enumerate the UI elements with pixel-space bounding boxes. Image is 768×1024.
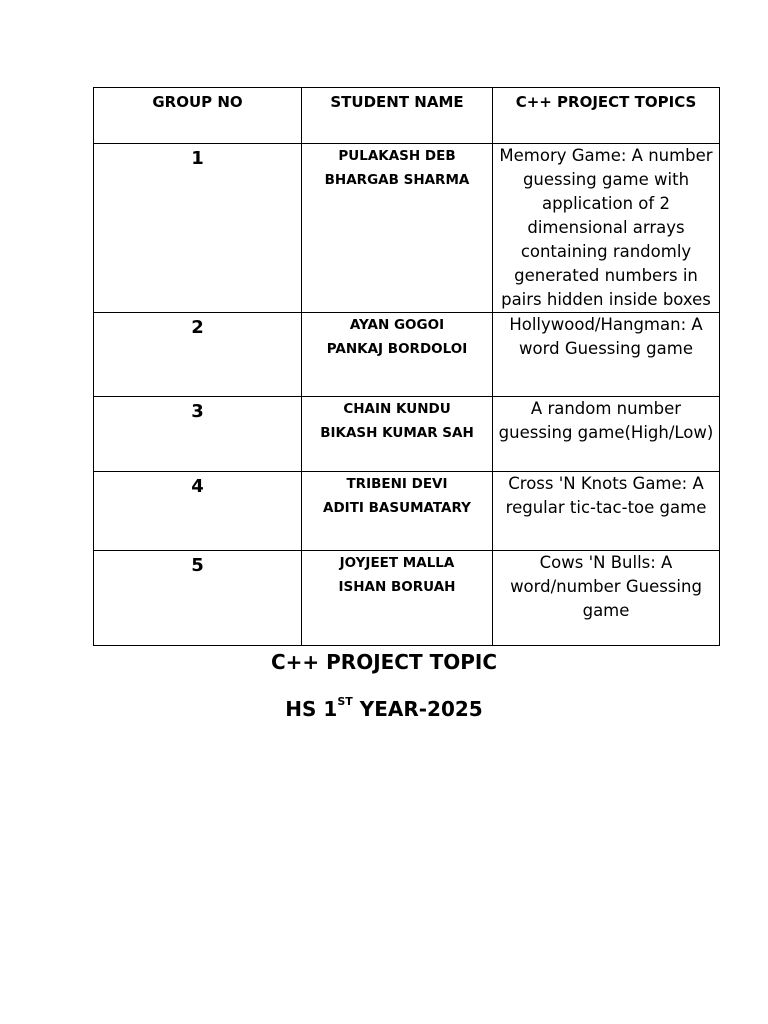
student-name: PULAKASH DEB <box>338 148 456 164</box>
project-topic: Cross 'N Knots Game: A regular tic-tac-toe game <box>493 472 720 551</box>
student-names <box>302 472 493 551</box>
table-row <box>94 551 720 646</box>
student-names <box>302 551 493 646</box>
project-topic: Cows 'N Bulls: A word/number Guessing game <box>493 551 720 646</box>
header-group-no: GROUP NO <box>94 88 302 144</box>
student-name: JOYJEET MALLA <box>339 555 455 571</box>
caption-title: C++ PROJECT TOPIC <box>270 650 498 674</box>
caption-year-prefix: HS 1 <box>285 697 338 721</box>
project-topic: Hollywood/Hangman: A word Guessing game <box>493 313 720 397</box>
table-row <box>94 472 720 551</box>
header-student-name: STUDENT NAME <box>302 88 493 144</box>
table-row <box>94 313 720 397</box>
project-topic: Memory Game: A number guessing game with application of 2 dimensional arrays containing randomly generated numbers in pairs hidden inside boxes <box>493 144 720 313</box>
student-name: ISHAN BORUAH <box>338 579 456 595</box>
student-name: BHARGAB SHARMA <box>324 172 470 188</box>
student-name: CHAIN KUNDU <box>343 401 451 417</box>
group-number: 2 <box>94 313 302 397</box>
student-name: ADITI BASUMATARY <box>323 500 471 516</box>
student-name: TRIBENI DEVI <box>346 476 448 492</box>
caption-year <box>0 697 768 721</box>
header-project-topics: C++ PROJECT TOPICS <box>493 88 720 144</box>
table-row <box>94 144 720 313</box>
student-name: PANKAJ BORDOLOI <box>326 341 468 357</box>
caption-year-superscript: ST <box>337 695 353 708</box>
student-names <box>302 397 493 472</box>
student-names <box>302 313 493 397</box>
student-name: BIKASH KUMAR SAH <box>320 425 474 441</box>
group-number: 3 <box>94 397 302 472</box>
group-number: 4 <box>94 472 302 551</box>
group-number: 5 <box>94 551 302 646</box>
table-row <box>94 397 720 472</box>
project-topic: A random number guessing game(High/Low) <box>493 397 720 472</box>
project-topics-table <box>93 87 720 646</box>
caption-year-suffix: YEAR-2025 <box>352 697 483 721</box>
group-number: 1 <box>94 144 302 313</box>
table-header-row <box>94 88 720 144</box>
student-name: AYAN GOGOI <box>349 317 445 333</box>
student-names <box>302 144 493 313</box>
